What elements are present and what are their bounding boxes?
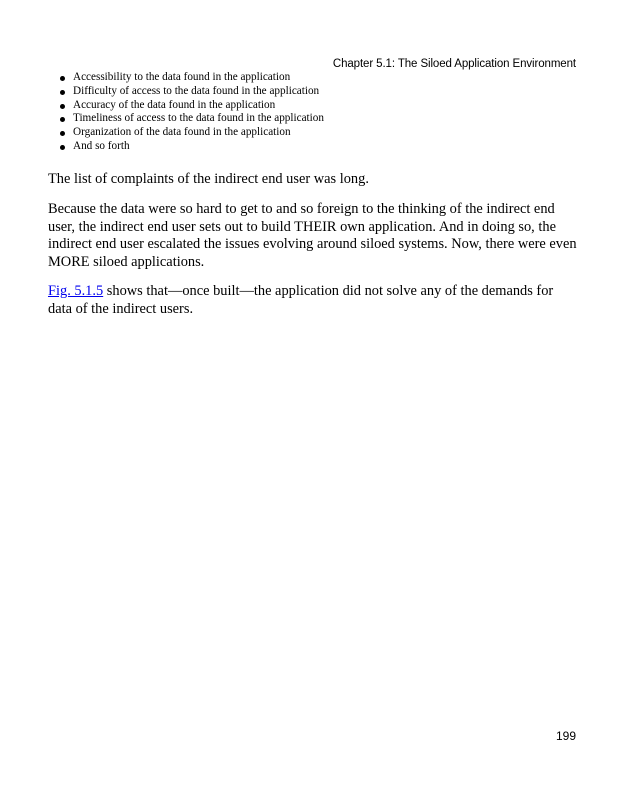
running-head: Chapter 5.1: The Siloed Application Environment [332,58,576,70]
list-item-text: Accessibility to the data found in the application [73,71,291,83]
bullet-icon [60,76,65,81]
paragraph-figure-reference-text: shows that—once built—the application did not solve any of the demands for data of the indirect users. [48,283,554,317]
list-item [49,71,569,85]
bullet-icon [60,104,65,109]
bullet-icon [60,90,65,95]
bullet-icon [60,145,65,150]
figure-link[interactable]: Fig. 5.1.5 [48,283,104,299]
list-item-text: Timeliness of access to the data found in the application [73,112,324,125]
paragraph-siloed-applications: Because the data were so hard to get to and so foreign to the thinking of the indirect end user, the indirect end user sets out to build THEIR own application. And in doing so, the indirect end user escalated the issues evolving around siloed systems. Now, there were even MORE siloed applications. [48,201,577,270]
list-item [49,140,569,154]
bullet-icon [60,131,65,136]
list-item [49,85,569,99]
list-item [49,99,569,113]
page-number: 199 [555,729,576,743]
list-item-text: And so forth [73,139,130,152]
list-item [49,126,569,140]
list-item-text: Difficulty of access to the data found in the application [73,84,320,97]
list-item-text: Accuracy of the data found in the application [73,98,276,111]
paragraph-complaints: The list of complaints of the indirect end user was long. [48,171,369,187]
complaint-list [49,71,569,154]
paragraph-figure-reference [48,283,578,318]
list-item [49,112,569,126]
list-item-text: Organization of the data found in the application [73,126,291,139]
bullet-icon [60,117,65,122]
